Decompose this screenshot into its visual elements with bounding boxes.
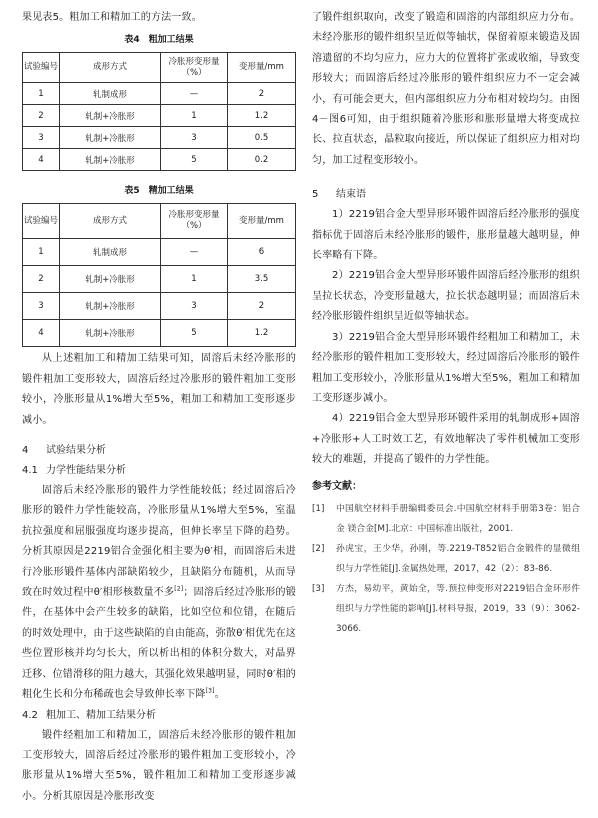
reference-text: 方杰，易幼平，黄始全，等.预拉伸变形对2219铝合金环形件组织与力学性能的影响[J].材料导报，2019，33（9）：3062-3066. <box>336 583 580 634</box>
table-cell: — <box>161 83 228 105</box>
table-cell: 5 <box>161 149 228 171</box>
para-4-1-part-c: 。 <box>214 689 225 701</box>
citation-2: [2] <box>174 585 184 593</box>
section-number: 4 <box>22 445 29 457</box>
section-5-heading <box>312 185 580 205</box>
reference-item <box>312 539 580 579</box>
table-cell: 轧制成形 <box>60 239 161 266</box>
table-cell: 轧制+冷胀形 <box>60 266 161 293</box>
table-row <box>23 105 296 127</box>
table-row <box>23 149 296 171</box>
table5-header-row <box>23 204 296 239</box>
table-cell: 5 <box>161 320 228 347</box>
reference-text: 孙虎宝，王少华，孙刚，等.2219-T852铝合金锻件的显微组织与力学性能[J].金属热处理，2017，42（2）：83-86. <box>336 543 580 574</box>
section-title: 结束语 <box>336 189 366 201</box>
citation-3: [3] <box>205 687 215 695</box>
conclusion-1: 1）2219铝合金大型异形环锻件固溶后经冷胀形的强度指标优于固溶后未经冷胀形的锻件，胀形量越大越明显，伸长率略有下降。 <box>312 209 580 262</box>
table-row <box>23 293 296 320</box>
table-cell: 轧制+冷胀形 <box>60 293 161 320</box>
table-cell: 1 <box>161 266 228 293</box>
table-cell: 2 <box>228 83 296 105</box>
table5-caption: 表5 精加工结果 <box>124 186 194 197</box>
table-cell: 0.2 <box>228 149 296 171</box>
table4-header-cell: 冷胀形变形量（%） <box>161 53 228 83</box>
table-row <box>23 127 296 149</box>
section-4-heading <box>22 441 296 461</box>
table-cell: 轧制+冷胀形 <box>60 320 161 347</box>
table5-header-cell: 成形方式 <box>60 204 161 239</box>
table-row <box>23 266 296 293</box>
table5-header-cell: 变形量/mm <box>228 204 296 239</box>
para-4-1-part-a: 固溶后未经冷胀形的锻件力学性能较低；经过固溶后冷胀形的锻件力学性能较高，冷胀形量从1%增大至5%，室温抗拉强度和屈服强度均逐步提高，但伸长率呈下降的趋势。分析其原因是2219铝合金强化相主要为θ′相，而固溶后未进行冷胀形锻件基体内部缺陷较少，且缺陷分布随机，从而导致在时效过程中θ′相形核数量不多 <box>22 485 296 599</box>
table-cell: 轧制成形 <box>60 83 161 105</box>
para-4-2: 锻件经粗加工和精加工，固溶后未经冷胀形的锻件粗加工变形较大，固溶后经过冷胀形的锻件粗加工变形较小，冷胀形量从1%增大至5%，锻件粗加工和精加工变形逐步减小。分析其原因是冷胀形改变 <box>22 729 296 802</box>
section-number: 4.1 <box>22 465 38 477</box>
section-number: 5 <box>312 189 319 201</box>
table-cell: 1.2 <box>228 320 296 347</box>
table-cell: 轧制+冷胀形 <box>60 149 161 171</box>
conclusion-2: 2）2219铝合金大型异形环锻件固溶后经冷胀形的组织呈拉长状态，冷变形量越大，拉长状态越明显；而固溶后未经冷胀形锻件组织呈近似等轴状态。 <box>312 270 580 323</box>
para-after-tables: 从上述粗加工和精加工结果可知，固溶后未经冷胀形的锻件粗加工变形较大，固溶后经过冷胀形的锻件粗加工变形较小，冷胀形量从1%增大至5%，粗加工和精加工变形逐步减小。 <box>22 353 296 426</box>
table-cell: 1 <box>161 105 228 127</box>
table-cell: 3 <box>23 293 60 320</box>
table-cell: 3 <box>161 293 228 320</box>
table-row <box>23 83 296 105</box>
conclusion-4: 4）2219铝合金大型异形环锻件采用的轧制成形+固溶+冷胀形+人工时效工艺，有效地解决了零件机械加工变形较大的难题，并提高了锻件的力学性能。 <box>312 413 580 466</box>
reference-number: [1] <box>312 503 325 514</box>
table-cell: 轧制+冷胀形 <box>60 127 161 149</box>
intro-line: 果见表5。粗加工和精加工的方法一致。 <box>22 12 202 23</box>
para-4-1 <box>22 481 296 705</box>
section-number: 4.2 <box>22 709 38 721</box>
para-4-1-part-b: ；固溶后经过冷胀形的锻件，在基体中会产生较多的缺陷，比如空位和位错，在随后的时效处理中，由于这些缺陷的自由能高，弥散θ′相优先在这些位置形核并均匀长大，所以析出相的体积分数大，对晶界迁移、位错滑移的阻力越大，其强化效果越明显，同时θ′相的粗化生长和分布稀疏也会导致伸长率下降 <box>22 587 296 701</box>
references-title: 参考文献： <box>312 480 362 492</box>
table-cell: 3 <box>161 127 228 149</box>
table-cell: 4 <box>23 149 60 171</box>
table-cell: 1 <box>23 239 60 266</box>
table-cell: 4 <box>23 320 60 347</box>
section-title: 粗加工、精加工结果分析 <box>46 709 156 721</box>
section-4-2-heading <box>22 706 296 726</box>
table-row <box>23 239 296 266</box>
table-cell: 2 <box>23 266 60 293</box>
table4-header-cell: 成形方式 <box>60 53 161 83</box>
table-cell: 轧制+冷胀形 <box>60 105 161 127</box>
table5-header-cell: 冷胀形变形量（%） <box>161 204 228 239</box>
table-cell: 2 <box>228 293 296 320</box>
table5-header-cell: 试验编号 <box>23 204 60 239</box>
table-cell: 1 <box>23 83 60 105</box>
table4-header-cell: 变形量/mm <box>228 53 296 83</box>
conclusion-3: 3）2219铝合金大型异形环锻件经粗加工和精加工，未经冷胀形的锻件粗加工变形较大，经过固溶后冷胀形的锻件粗加工变形较小，冷胀形量从1%增大至5%，粗加工和精加工变形逐步减小。 <box>312 331 580 404</box>
reference-number: [2] <box>312 543 325 554</box>
table4 <box>22 52 296 171</box>
right-column <box>312 8 580 639</box>
reference-item <box>312 579 580 639</box>
table5 <box>22 203 296 347</box>
section-title: 试验结果分析 <box>46 445 106 457</box>
table-cell: 6 <box>228 239 296 266</box>
table4-header-row <box>23 53 296 83</box>
table-cell: 3 <box>23 127 60 149</box>
reference-text: 中国航空材料手册编辑委员会.中国航空材料手册第3卷：铝合金 镁合金[M].北京：中国标准出版社，2001. <box>336 503 580 534</box>
section-4-1-heading <box>22 461 296 481</box>
reference-item <box>312 499 580 539</box>
table-cell: 1.2 <box>228 105 296 127</box>
table-cell: 0.5 <box>228 127 296 149</box>
left-column <box>22 8 296 807</box>
table4-header-cell: 试验编号 <box>23 53 60 83</box>
section-title: 力学性能结果分析 <box>46 465 126 477</box>
table-cell: 3.5 <box>228 266 296 293</box>
table-cell: 2 <box>23 105 60 127</box>
table-cell: — <box>161 239 228 266</box>
para-continued: 了锻件组织取向，改变了锻造和固溶的内部组织应力分布。未经冷胀形的锻件组织呈近似等轴状，保留着原来锻造及固溶遗留的不均匀应力，应力大的位置将扩张或收缩，导致变形较大；而固溶后经过冷胀形的锻件组织应力不一定会减小，有可能会更大，但内部组织应力分布相对较均匀。由图4－图6可知，由于组织随着冷胀形和胀形量增大将变成拉长、拉直状态，晶粒取向接近，所以保证了组织应力相对均匀，加工过程变形较小。 <box>312 12 580 166</box>
table-row <box>23 320 296 347</box>
reference-number: [3] <box>312 583 325 594</box>
table4-caption: 表4 粗加工结果 <box>124 35 194 46</box>
